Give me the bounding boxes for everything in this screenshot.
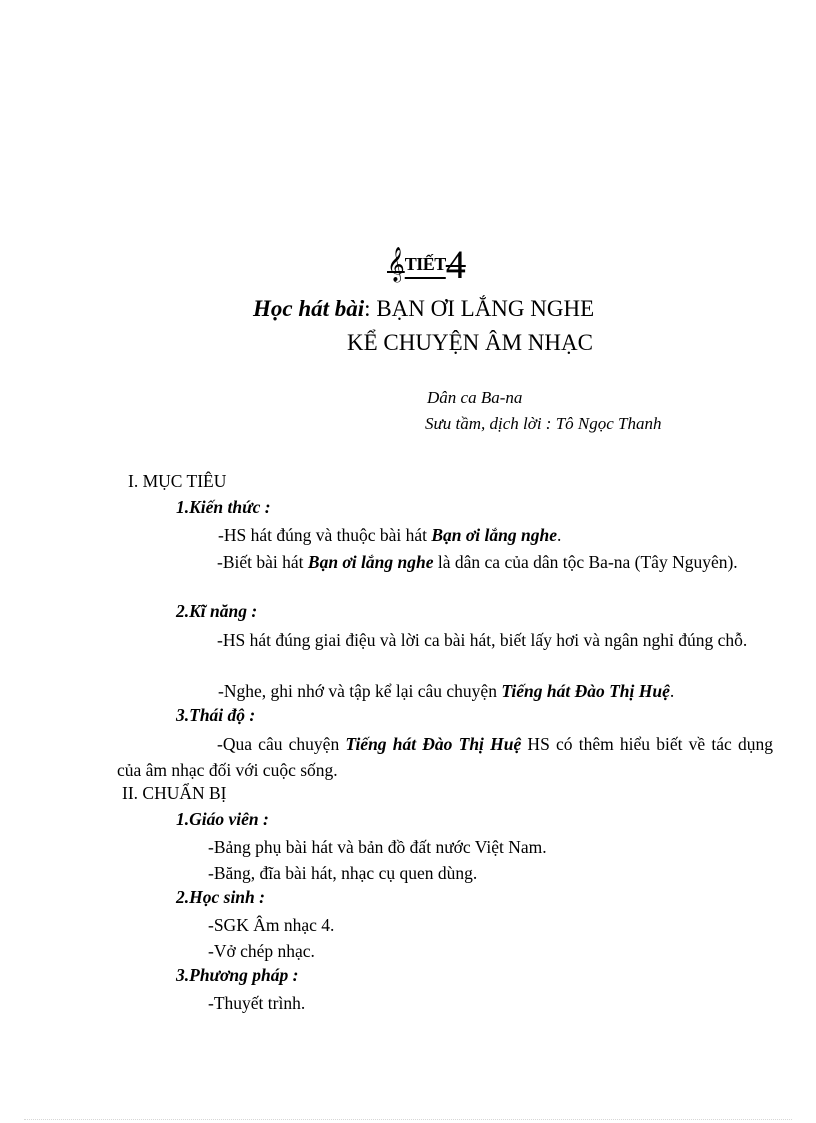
knowledge-item-1: -HS hát đúng và thuộc bài hát Bạn ơi lắng nghe. [218,525,562,545]
subheading-teacher: 1.Giáo viên : [176,809,269,829]
title-prefix: Học hát bài [253,296,365,321]
subheading-student: 2.Học sinh : [176,887,265,907]
skills-item-1: -HS hát đúng giai điệu và lời ca bài hát, biết lấy hơi và ngân nghỉ đúng chỗ. [217,630,748,650]
student-item-1: -SGK Âm nhạc 4. [208,915,335,935]
song-title-line-1 [253,296,594,322]
teacher-item-2: -Băng, đĩa bài hát, nhạc cụ quen dùng. [208,863,478,883]
subheading-skills: 2.Kĩ năng : [176,601,258,621]
lesson-number [387,240,466,289]
song-origin: Dân ca Ba-na [427,388,523,407]
subheading-knowledge: 1.Kiến thức : [176,497,271,517]
method-item-1: -Thuyết trình. [208,993,306,1013]
knowledge-item-2: -Biết bài hát Bạn ơi lắng nghe là dân ca của dân tộc Ba-na (Tây Nguyên). [217,552,738,572]
title-song-line-1: BẠN ƠI LẮNG NGHE [376,296,595,321]
song-collector: Sưu tầm, dịch lời : Tô Ngọc Thanh [425,414,662,433]
song-name: Bạn ơi lắng nghe [431,525,557,545]
section-heading-objectives: I. MỤC TIÊU [128,471,227,491]
lesson-number-value: 4 [445,242,466,287]
treble-clef-icon: 𝄞 [387,248,405,281]
lesson-word: TIẾT [404,254,446,274]
subheading-attitude: 3.Thái độ : [176,705,256,725]
skills-item-2: -Nghe, ghi nhớ và tập kể lại câu chuyện Tiếng hát Đào Thị Huệ. [218,681,675,701]
section-heading-preparation: II. CHUẨN BỊ [122,783,227,803]
song-title-line-2: KỂ CHUYỆN ÂM NHẠC [347,330,593,355]
story-name: Tiếng hát Đào Thị Huệ [345,734,522,754]
attitude-item-1: -Qua câu chuyện Tiếng hát Đào Thị Huệ HS có thêm hiểu biết về tác dụng của âm nhạc đối với cuộc sống. [117,734,773,780]
story-name: Tiếng hát Đào Thị Huệ [501,681,670,701]
subheading-method: 3.Phương pháp : [176,965,299,985]
student-item-2: -Vở chép nhạc. [208,941,315,961]
title-colon: : [364,296,371,321]
page-bottom-divider [24,1119,792,1120]
song-name: Bạn ơi lắng nghe [307,552,434,572]
teacher-item-1: -Bảng phụ bài hát và bản đồ đất nước Việt Nam. [208,837,547,857]
